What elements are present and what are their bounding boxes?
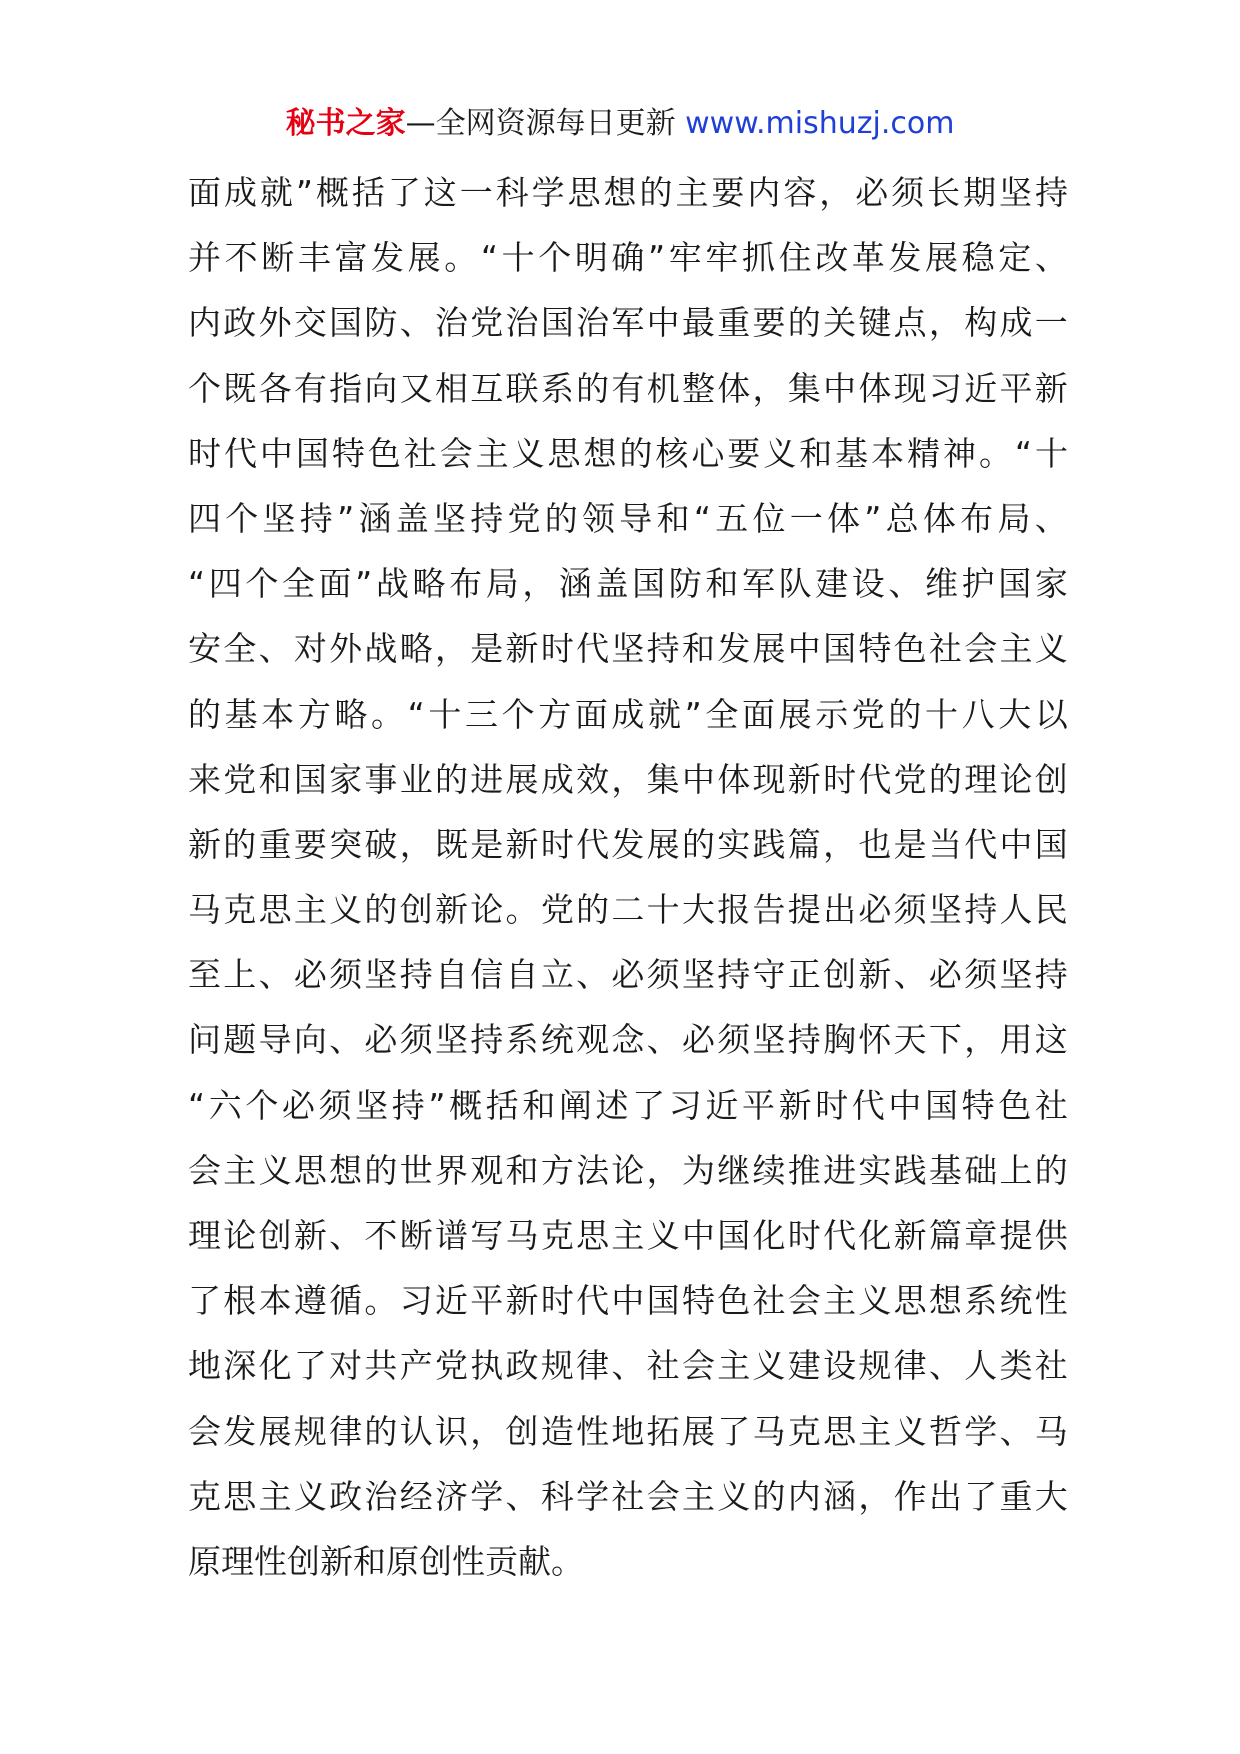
paragraph-line: 安 全 、 对 外 战 略 ， 是 新 时 代 坚 持 和 发 展 中 国 特 色 社 会 主 义	[188, 629, 1068, 669]
paragraph-line: “ 六 个 必 须 坚 持 ” 概 括 和 阐 述 了 习 近 平 新 时 代 中 国 特 色 社	[188, 1085, 1068, 1125]
paragraph-line: 地 深 化 了 对 共 产 党 执 政 规 律 、 社 会 主 义 建 设 规 律 、 人 类 社	[188, 1346, 1068, 1386]
paragraph-line: 理 论 创 新 、 不 断 谱 写 马 克 思 主 义 中 国 化 时 代 化 新 篇 章 提 供	[188, 1216, 1068, 1255]
paragraph-line: 原理性创新和原创性贡献。	[188, 1541, 584, 1581]
paragraph-line: 并 不 断 丰 富 发 展 。 “ 十 个 明 确 ” 牢 牢 抓 住 改 革 发 展 稳 定 、	[188, 238, 1068, 278]
paragraph-line: 来 党 和 国 家 事 业 的 进 展 成 效 ， 集 中 体 现 新 时 代 党 的 理 论 创	[188, 759, 1068, 799]
paragraph-line: 会 主 义 思 想 的 世 界 观 和 方 法 论 ， 为 继 续 推 进 实 践 基 础 上 的	[188, 1150, 1068, 1190]
paragraph-line: “ 四 个 全 面 ” 战 略 布 局 ， 涵 盖 国 防 和 军 队 建 设 、 维 护 国 家	[188, 564, 1068, 604]
paragraph-line: 新 的 重 要 突 破 ， 既 是 新 时 代 发 展 的 实 践 篇 ， 也 是 当 代 中 国	[188, 824, 1068, 864]
paragraph-line: 内 政 外 交 国 防 、 治 党 治 国 治 军 中 最 重 要 的 关 键 点 ， 构 成 一	[188, 303, 1068, 343]
paragraph-line: 马 克 思 主 义 的 创 新 论 。 党 的 二 十 大 报 告 提 出 必 须 坚 持 人 民	[188, 890, 1068, 930]
page-header	[0, 102, 1240, 146]
paragraph-line: 会 发 展 规 律 的 认 识 ， 创 造 性 地 拓 展 了 马 克 思 主 义 哲 学 、 马	[188, 1411, 1068, 1451]
paragraph-line: 至 上 、 必 须 坚 持 自 信 自 立 、 必 须 坚 持 守 正 创 新 、 必 须 坚 持	[188, 955, 1068, 995]
paragraph-line: 四 个 坚 持 ” 涵 盖 坚 持 党 的 领 导 和 “ 五 位 一 体 ” 总 体 布 局 、	[188, 498, 1068, 538]
paragraph-line: 个 既 各 有 指 向 又 相 互 联 系 的 有 机 整 体 ， 集 中 体 现 习 近 平 新	[188, 368, 1068, 408]
paragraph-line: 了 根 本 遵 循 。 习 近 平 新 时 代 中 国 特 色 社 会 主 义 思 想 系 统 性	[188, 1281, 1068, 1321]
document-body	[188, 170, 1068, 1604]
paragraph-line: 克 思 主 义 政 治 经 济 学 、 科 学 社 会 主 义 的 内 涵 ， 作 出 了 重 大	[188, 1476, 1068, 1516]
paragraph-line: 面 成 就 ” 概 括 了 这 一 科 学 思 想 的 主 要 内 容 ， 必 须 长 期 坚 持	[188, 173, 1068, 212]
site-url-link[interactable]: www.mishuzj.com	[685, 106, 955, 141]
paragraph-line: 时 代 中 国 特 色 社 会 主 义 思 想 的 核 心 要 义 和 基 本 精 神 。 “ 十	[188, 433, 1068, 473]
paragraph-line: 问 题 导 向 、 必 须 坚 持 系 统 观 念 、 必 须 坚 持 胸 怀 天 下 ， 用 这	[188, 1020, 1068, 1060]
paragraph-line: 的 基 本 方 略 。 “ 十 三 个 方 面 成 就 ” 全 面 展 示 党 的 十 八 大 以	[188, 694, 1068, 734]
header-tagline: —全网资源每日更新	[405, 106, 676, 141]
brand-name: 秘书之家	[285, 106, 406, 141]
